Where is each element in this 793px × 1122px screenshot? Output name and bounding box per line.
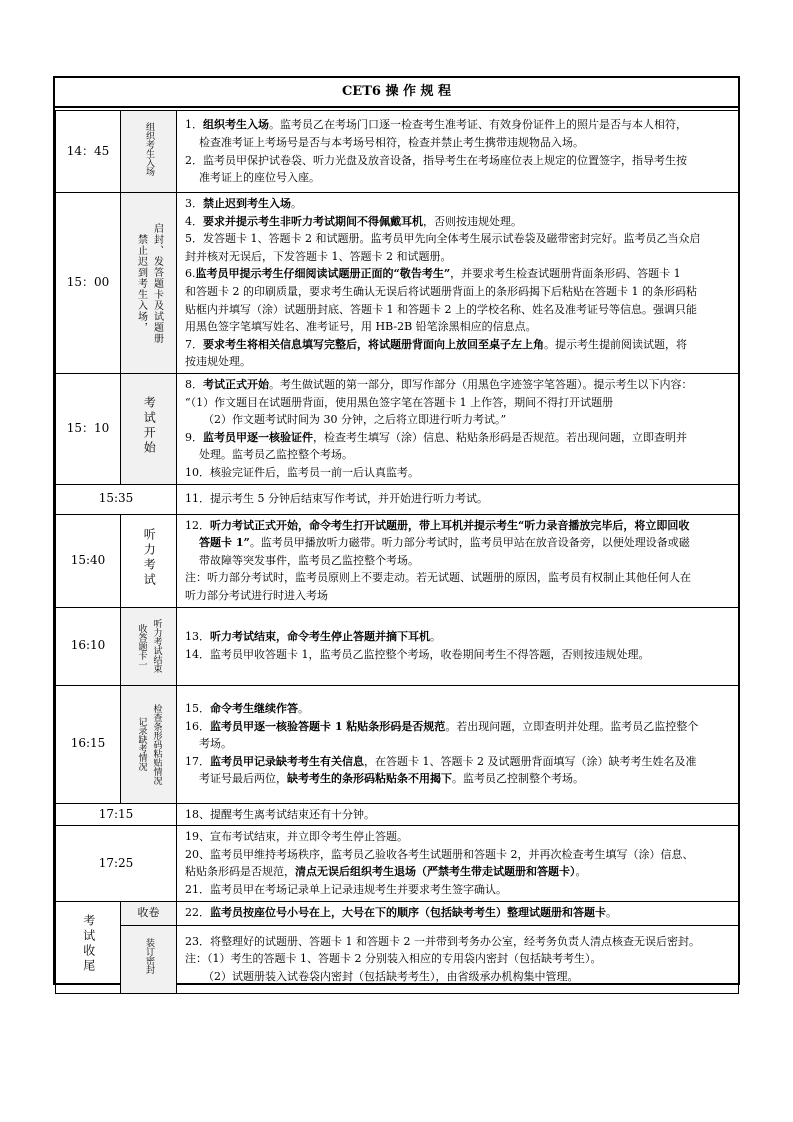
table-row	[56, 607, 739, 685]
bold-text: 要求并提示考生非听力考试期间不得佩戴耳机	[203, 214, 423, 228]
content-line	[185, 587, 732, 605]
bold-text: 清点无误后组织考生退场（严禁考生带走试题册和答题卡）	[295, 865, 576, 879]
content-line	[185, 718, 732, 736]
content-line	[185, 881, 732, 899]
text-segment: 2．监考员甲保护试卷袋、听力光盘及放音设备，指导考生在考场座位表上规定的位置签字，指导考生按	[185, 153, 687, 167]
content-line	[185, 534, 732, 552]
content-line	[185, 517, 732, 535]
row-content	[177, 514, 739, 607]
bold-text: 听力考试正式开始，命令考生打开试题册，带上耳机并提示考生“听力录音播放完毕后，将立即回收	[210, 518, 690, 532]
text-segment: 4．	[185, 214, 203, 228]
bold-text: 听力考试结束，命令考生停止答题并摘下耳机	[210, 630, 430, 644]
bold-text: 监考员甲记录缺考考生有关信息	[210, 754, 364, 768]
final-sub-label	[121, 925, 177, 993]
text-segment: ，在答题卡 1、答题卡 2 及试题册背面填写（涂）缺考考生姓名及准	[364, 754, 697, 768]
row-label-text: 禁止迟到考生入场，	[135, 233, 147, 333]
text-segment: 。若出现问题，立即查明并处理。监考员乙监控整个	[445, 719, 699, 733]
text-segment: 19、宣布考试结束，并立即令考生停止答题。	[185, 830, 408, 844]
text-segment: 考场。	[199, 737, 232, 751]
row-label-text: 记录缺考情况	[136, 717, 147, 772]
final-label	[56, 901, 121, 993]
row-label-text: 启封、发答题卡及试题册	[151, 222, 163, 344]
text-segment: 21．监考员甲在考场记录单上记录违规考生并要求考生签字确认。	[185, 882, 507, 896]
content-line	[185, 446, 732, 464]
bold-text: 监考员甲逐一核验答题卡 1 粘贴条形码是否规范	[210, 719, 446, 733]
content-line	[185, 968, 732, 986]
content-line	[185, 950, 732, 968]
text-segment: 准考证上的座位号入座。	[199, 171, 320, 185]
content-line	[185, 394, 732, 412]
bold-text: 考试正式开始	[203, 378, 269, 391]
row-content	[177, 374, 739, 485]
table-row	[56, 484, 739, 514]
text-segment: 。	[606, 906, 617, 920]
table-row	[56, 685, 739, 803]
text-segment: 用黑色签字笔填写姓名、准考证号，用 HB-2B 铅笔涂黑相应的信息点。	[185, 320, 537, 334]
text-segment: 15．	[185, 702, 210, 716]
row-content	[177, 111, 739, 193]
text-segment: 。	[575, 865, 587, 879]
content-line	[185, 213, 732, 231]
content-line	[185, 230, 732, 248]
row-time: 15：10	[56, 374, 121, 485]
row-label-text: 检查条形码粘贴情况	[151, 703, 162, 785]
content-line	[185, 628, 732, 646]
procedure-table	[55, 110, 739, 994]
content-line	[185, 195, 732, 213]
table-row	[56, 826, 739, 901]
row-time: 16:10	[56, 607, 121, 685]
content-line	[185, 569, 732, 587]
text-segment: 9．	[185, 430, 203, 444]
text-segment: “（1）作文题目在试题册背面，使用黑色签字笔在答题卡 1 上作答，期间不得打开试题册	[185, 395, 614, 409]
content-line	[185, 770, 732, 788]
row-time: 15:35	[56, 484, 177, 514]
content-line	[185, 429, 732, 447]
final-label-text: 考试收尾	[81, 914, 96, 975]
content-line	[185, 753, 732, 771]
text-segment: 。监考员甲播放听力磁带。听力部分考试时，监考员甲站在放音设备旁，以便处理设备或磁	[249, 536, 690, 550]
text-segment: （2）作文题考试时间为 30 分钟，之后将立即进行听力考试。”	[203, 413, 507, 427]
row-content	[177, 925, 739, 993]
content-line	[185, 933, 732, 951]
text-segment: 16．	[185, 719, 210, 733]
text-segment: 注：（1）考生的答题卡 1、答题卡 2 分别装入相应的专用袋内密封（包括缺考考生）。	[185, 952, 602, 966]
text-segment: 7．	[185, 337, 203, 351]
table-row	[56, 374, 739, 485]
row-label	[121, 374, 177, 485]
text-segment: 3．	[185, 197, 203, 211]
row-content	[177, 193, 739, 374]
content-line	[185, 336, 732, 354]
text-segment: 22．	[185, 906, 210, 920]
text-segment: （2）试题册装入试卷袋内密封（包括缺考考生），由省级承办机构集中管理。	[203, 969, 579, 983]
content-line	[185, 846, 732, 864]
text-segment: ，并要求考生检查试题册背面条形码、答题卡 1	[450, 267, 681, 281]
bold-text: 命令考生继续作答	[210, 702, 298, 716]
bold-text: 缺考考生的条形码粘贴条不用揭下	[287, 772, 452, 786]
row-label-text: 听力考试	[142, 527, 157, 588]
text-segment: 11．提示考生 5 分钟后结束写作考试，并开始进行听力考试。	[185, 492, 488, 506]
content-line	[185, 134, 732, 152]
text-segment: 。监考员乙在考场门口逐一检查考生准考证、有效身份证件上的照片是否与本人相符，	[269, 118, 687, 132]
row-time: 17:15	[56, 803, 177, 826]
text-segment: 检查准考证上考场号是否与本考场号相符，检查并禁止考生携带违规物品入场。	[199, 135, 584, 149]
table-row	[56, 901, 739, 925]
table-row	[56, 111, 739, 193]
row-label-text: 收答题卡一	[136, 623, 147, 669]
row-time: 15：00	[56, 193, 121, 374]
row-label	[121, 607, 177, 685]
bold-text: 答题卡 1”	[199, 536, 250, 550]
bold-text: 监考员甲提示考生仔细阅读试题册正面的“敬告考生”	[195, 267, 451, 281]
row-content	[177, 803, 739, 826]
text-segment: 注：听力部分考试时，监考员原则上不要走动。若无试题、试题册的原因，监考员有权制止其他任何人在	[185, 571, 691, 585]
text-segment: 按违规处理。	[185, 355, 251, 369]
row-label	[121, 111, 177, 193]
content-line	[185, 318, 732, 336]
text-segment: 18、提醒考生离考试结束还有十分钟。	[185, 807, 375, 821]
text-segment: 。	[298, 702, 309, 716]
text-segment: ，否则按违规处理。	[423, 214, 522, 228]
row-time: 16:15	[56, 685, 121, 803]
text-segment: 23．将整理好的试题册、答题卡 1 和答题卡 2 一并带到考务办公室，经考务负责人清点核查无误后密封。	[185, 934, 700, 948]
row-content	[177, 685, 739, 803]
final-sub-label-text: 收卷	[137, 906, 160, 920]
text-segment: 8．	[185, 378, 203, 391]
content-line	[185, 169, 732, 187]
content-line	[185, 863, 732, 881]
row-label	[121, 193, 177, 374]
content-line	[185, 806, 732, 824]
content-line	[185, 353, 732, 371]
row-time: 17:25	[56, 826, 177, 901]
content-line	[185, 490, 732, 508]
row-label	[121, 514, 177, 607]
content-line	[185, 828, 732, 846]
content-line	[185, 904, 732, 922]
page-title: CET6 操 作 规 程	[55, 78, 738, 108]
bold-text: 监考员按座位号小号在上，大号在下的顺序（包括缺考考生）整理试题册和答题卡	[210, 906, 606, 920]
bold-text: 组织考生入场	[203, 118, 269, 132]
table-row	[56, 514, 739, 607]
content-line	[185, 152, 732, 170]
text-segment: 。	[291, 197, 302, 211]
text-segment: 13．	[185, 630, 210, 644]
text-segment: 考证号最后两位，	[199, 772, 287, 786]
text-segment: 。考生做试题的第一部分，即写作部分（用黑色字迹签字笔答题）。提示考生以下内容：	[269, 378, 693, 391]
text-segment: 。	[430, 630, 441, 644]
row-time: 14：45	[56, 111, 121, 193]
text-segment: 17．	[185, 754, 210, 768]
text-segment: 处理。监考员乙监控整个考场。	[199, 448, 353, 462]
row-label	[121, 685, 177, 803]
text-segment: 14．监考员甲收答题卡 1，监考员乙监控整个考场，收卷期间考生不得答题，否则按违规处理。	[185, 648, 650, 662]
row-label-text: 组织考生入场	[144, 121, 154, 176]
table-row	[56, 803, 739, 826]
row-content	[177, 484, 739, 514]
content-line	[185, 552, 732, 570]
final-sub-label	[121, 901, 177, 925]
bold-text: 禁止迟到考生入场	[203, 197, 291, 211]
table-row	[56, 193, 739, 374]
text-segment: 1．	[185, 118, 203, 132]
row-time: 15:40	[56, 514, 121, 607]
content-line	[185, 376, 732, 394]
text-segment: 贴框内并填写（涂）试题册封底、答题卡 1 和答题卡 2 上的学校名称、姓名及准考证号等信息。强调只能	[185, 302, 697, 316]
row-content	[177, 826, 739, 901]
table-row	[56, 925, 739, 993]
text-segment: ，检查考生填写（涂）信息、粘贴条形码是否规范。若出现问题，立即查明并	[313, 430, 687, 444]
row-label-text: 考试开始	[142, 395, 157, 456]
content-line	[185, 283, 732, 301]
content-line	[185, 265, 732, 283]
content-line	[185, 646, 732, 664]
row-content	[177, 607, 739, 685]
text-segment: 带故障等突发事件，监考员乙监控整个考场。	[199, 553, 419, 567]
content-line	[185, 301, 732, 319]
text-segment: 。监考员乙控制整个考场。	[452, 772, 584, 786]
bold-text: 要求考生将相关信息填写完整后，将试题册背面向上放回至桌子左上角	[203, 337, 544, 351]
text-segment: 听力部分考试进行时进入考场	[185, 588, 328, 602]
bold-text: 监考员甲逐一核验证件	[203, 430, 313, 444]
text-segment: 和答题卡 2 的印刷质量，要求考生确认无误后将试题册背面上的条形码揭下后粘贴在答题卡 1 的条形码粘	[185, 285, 697, 298]
text-segment: 。提示考生提前阅读试题，将	[544, 337, 687, 351]
row-label-text: 听力考试结束	[151, 619, 162, 674]
content-line	[185, 411, 732, 429]
content-line	[185, 464, 732, 482]
content-line	[185, 116, 732, 134]
text-segment: 6.	[185, 267, 196, 281]
text-segment: 封并核对无误后，下发答题卡 1、答题卡 2 和试题册。	[185, 249, 452, 263]
text-segment: 粘贴条形码是否规范，	[185, 865, 295, 879]
final-sub-label-text: 装订密封	[144, 938, 154, 975]
text-segment: 5．发答题卡 1、答题卡 2 和试题册。监考员甲先向全体考生展示试卷袋及磁带密封完好。监考员乙当众启	[185, 232, 701, 246]
content-line	[185, 735, 732, 753]
text-segment: 12．	[185, 518, 210, 532]
row-content	[177, 901, 739, 925]
text-segment: 10．核验完证件后，监考员一前一后认真监考。	[185, 465, 419, 479]
content-line	[185, 248, 732, 266]
content-line	[185, 700, 732, 718]
text-segment: 20、监考员甲维持考场秩序，监考员乙验收各考生试题册和答题卡 2，并再次检查考生填写（涂）信息、	[185, 847, 694, 861]
